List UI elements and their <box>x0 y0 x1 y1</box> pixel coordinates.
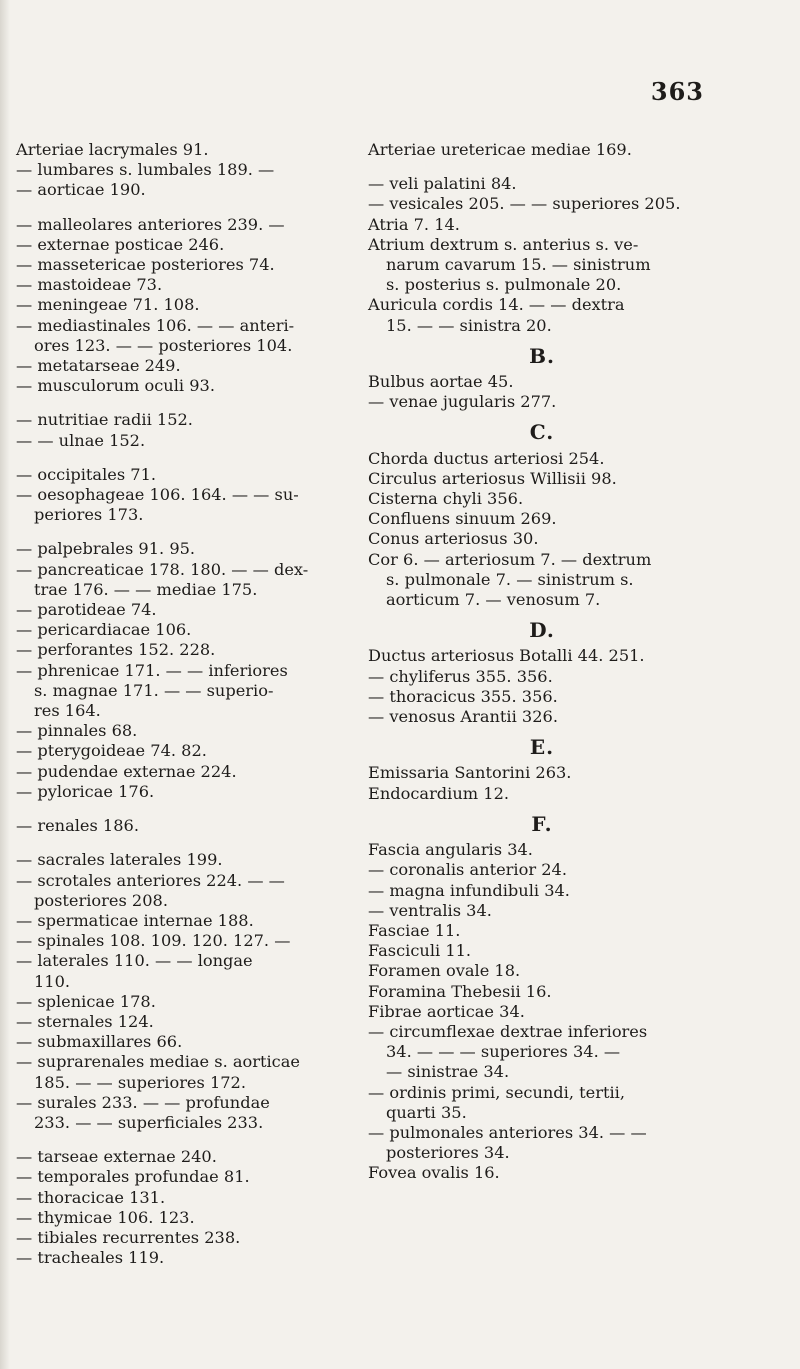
index-entry: — palpebrales 91. 95. <box>16 539 196 559</box>
index-entry: Endocardium 12. <box>368 783 510 803</box>
index-entry: — tibiales recurrentes 238. <box>16 1227 241 1247</box>
index-entry: — renales 186. <box>16 816 139 836</box>
index-entry: — tarseae externae 240. <box>16 1147 217 1167</box>
index-entry: — externae posticae 246. <box>16 234 225 254</box>
index-entry: — occipitales 71. <box>16 464 157 484</box>
index-entry: — thoracicae 131. <box>16 1187 166 1207</box>
index-entry: Fascia angularis 34. <box>368 840 533 860</box>
index-entry: Atria 7. 14. <box>368 214 460 234</box>
index-entry: — veli palatini 84. <box>368 174 517 194</box>
index-entry: Foramina Thebesii 16. <box>368 981 552 1001</box>
entry-gap <box>16 836 342 850</box>
section-letter: F. <box>531 811 553 836</box>
index-entry: — phrenicae 171. — — inferiores <box>16 660 288 680</box>
index-entry: Arteriae uretericae mediae 169. <box>368 140 632 159</box>
index-entry-continuation: res 164. <box>34 701 101 721</box>
index-entry: — ventralis 34. <box>368 900 492 920</box>
index-entry: — metatarseae 249. <box>16 356 181 376</box>
index-entry: — thoracicus 355. 356. <box>368 686 558 706</box>
index-entry-continuation: s. posterius s. pulmonale 20. <box>386 275 622 295</box>
index-entry: Fasciae 11. <box>368 920 461 940</box>
entry-gap <box>16 802 342 816</box>
index-entry: — ordinis primi, secundi, tertii, <box>368 1082 625 1102</box>
index-entry: — venosus Arantii 326. <box>368 707 558 727</box>
index-entry-continuation: posteriores 208. <box>34 890 168 910</box>
index-entry-continuation: trae 176. — — mediae 175. <box>34 579 258 599</box>
index-entry: — massetericae posteriores 74. <box>16 255 275 275</box>
index-entry: — splenicae 178. <box>16 991 156 1011</box>
index-entry: — pterygoideae 74. 82. <box>16 741 207 761</box>
index-entry: — — ulnae 152. <box>16 430 146 450</box>
entry-gap <box>16 1133 342 1147</box>
index-entry-continuation: aorticum 7. — venosum 7. <box>386 590 601 610</box>
index-entry: — venae jugularis 277. <box>368 392 557 412</box>
index-entry: — vesicales 205. — — superiores 205. <box>368 194 681 214</box>
index-entry-continuation: s. magnae 171. — — superio- <box>34 680 274 700</box>
index-entry: — perforantes 152. 228. <box>16 640 216 660</box>
index-entry: — mediastinales 106. — — anteri- <box>16 315 295 335</box>
index-entry: — mastoideae 73. <box>16 275 163 295</box>
index-entry: Arteriae lacrymales 91. <box>16 140 209 159</box>
entry-gap <box>368 160 716 174</box>
index-entry: — pyloricae 176. <box>16 781 155 801</box>
index-entry: — circumflexae dextrae inferiores <box>368 1021 648 1041</box>
index-entry: — magna infundibuli 34. <box>368 880 570 900</box>
index-entry: Atrium dextrum s. anterius s. ve- <box>368 234 639 254</box>
index-entry-continuation: 34. — — — superiores 34. — <box>386 1042 621 1062</box>
index-entry: — oesophageae 106. 164. — — su- <box>16 485 299 505</box>
index-entry-continuation: posteriores 34. <box>386 1143 510 1163</box>
index-entry: Auricula cordis 14. — — dextra <box>368 295 625 315</box>
index-entry: — submaxillares 66. <box>16 1032 183 1052</box>
index-entry: — malleolares anteriores 239. — <box>16 214 285 234</box>
entry-gap <box>16 451 342 465</box>
index-entry: Emissaria Santorini 263. <box>368 763 572 783</box>
index-entry: — pulmonales anteriores 34. — — <box>368 1122 647 1142</box>
entry-gap <box>16 396 342 410</box>
index-entry: Cor 6. — arteriosum 7. — dextrum <box>368 549 652 569</box>
entry-gap <box>16 201 342 215</box>
index-entry: — spinales 108. 109. 120. 127. — <box>16 931 291 951</box>
index-entry: — pudendae externae 224. <box>16 761 237 781</box>
section-letter: E. <box>529 735 555 760</box>
index-entry: — suprarenales mediae s. aorticae <box>16 1052 300 1072</box>
index-entry: — temporales profundae 81. <box>16 1167 250 1187</box>
index-entry: — nutritiae radii 152. <box>16 410 193 430</box>
index-entry-continuation: 15. — — sinistra 20. <box>386 315 552 335</box>
index-entry: Circulus arteriosus Willisii 98. <box>368 468 617 488</box>
index-entry: — coronalis anterior 24. <box>368 860 567 880</box>
index-entry-continuation: ores 123. — — posteriores 104. <box>34 335 293 355</box>
entry-gap <box>16 525 342 539</box>
index-entry-continuation: periores 173. <box>34 505 144 525</box>
index-entry-continuation: narum cavarum 15. — sinistrum <box>386 255 651 275</box>
index-entry-continuation: 185. — — superiores 172. <box>34 1072 247 1092</box>
book-spine-shadow <box>0 0 10 1369</box>
index-entry: Bulbus aortae 45. <box>368 372 514 392</box>
index-entry-continuation: quarti 35. <box>386 1102 467 1122</box>
index-entry: — laterales 110. — — longae <box>16 951 253 971</box>
index-entry: — parotideae 74. <box>16 600 157 620</box>
index-entry: — scrotales anteriores 224. — — <box>16 870 285 890</box>
index-entry: Foramen ovale 18. <box>368 961 521 981</box>
index-entry-continuation: 110. <box>34 971 71 991</box>
index-entry: — chyliferus 355. 356. <box>368 666 553 686</box>
index-entry-continuation: 233. — — superficiales 233. <box>34 1112 264 1132</box>
index-entry: — meningeae 71. 108. <box>16 295 200 315</box>
index-entry: — aorticae 190. <box>16 180 146 200</box>
page-number: 363 <box>650 77 704 106</box>
index-entry: — lumbares s. lumbales 189. — <box>16 160 275 180</box>
index-entry: Fibrae aorticae 34. <box>368 1001 525 1021</box>
index-entry: — pericardiacae 106. <box>16 620 192 640</box>
section-letter: C. <box>529 420 555 445</box>
index-entry-continuation: s. pulmonale 7. — sinistrum s. <box>386 569 634 589</box>
index-entry: Ductus arteriosus Botalli 44. 251. <box>368 646 645 666</box>
index-entry: — spermaticae internae 188. <box>16 910 254 930</box>
index-entry: — musculorum oculi 93. <box>16 376 215 396</box>
index-entry: — sternales 124. <box>16 1011 154 1031</box>
index-entry: Fovea ovalis 16. <box>368 1163 500 1183</box>
index-entry: Confluens sinuum 269. <box>368 509 557 529</box>
index-entry-continuation: — sinistrae 34. <box>386 1062 510 1082</box>
index-entry: Cisterna chyli 356. <box>368 489 524 509</box>
index-entry: Conus arteriosus 30. <box>368 529 539 549</box>
index-column-right <box>368 140 716 1184</box>
index-column-left <box>16 140 342 1268</box>
section-letter: D. <box>529 618 555 643</box>
index-entry: — pinnales 68. <box>16 721 138 741</box>
index-entry: Fasciculi 11. <box>368 941 472 961</box>
index-entry: Chorda ductus arteriosi 254. <box>368 448 605 468</box>
index-entry: — sacrales laterales 199. <box>16 850 223 870</box>
index-entry: — thymicae 106. 123. <box>16 1207 195 1227</box>
section-letter: B. <box>529 343 555 368</box>
index-entry: — tracheales 119. <box>16 1248 165 1268</box>
index-entry: — surales 233. — — profundae <box>16 1092 270 1112</box>
index-entry: — pancreaticae 178. 180. — — dex- <box>16 559 309 579</box>
